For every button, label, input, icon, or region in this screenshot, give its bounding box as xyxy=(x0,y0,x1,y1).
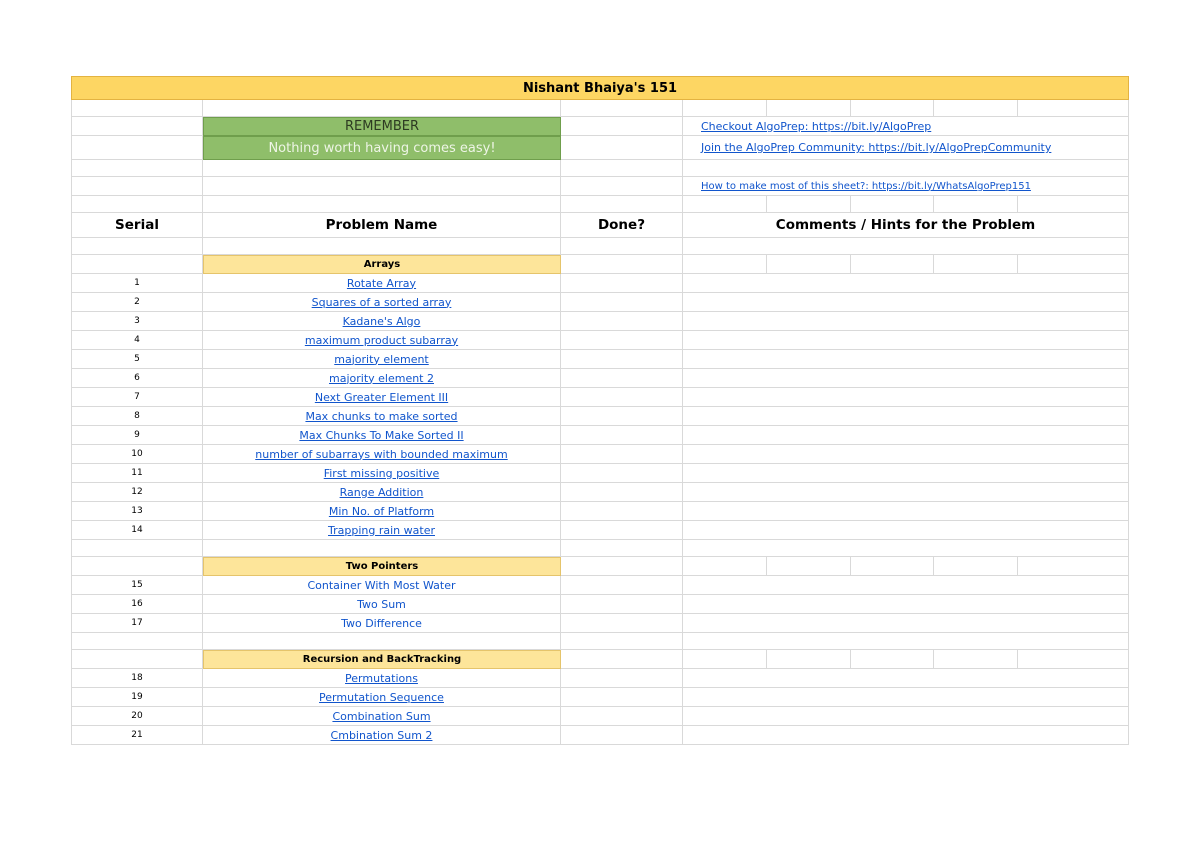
empty-row xyxy=(71,540,1129,557)
comments-cell[interactable] xyxy=(683,502,1129,521)
section-title: Arrays xyxy=(203,255,561,274)
problem-serial: 13 xyxy=(71,502,203,521)
problem-row xyxy=(71,707,1129,726)
problem-serial: 1 xyxy=(71,274,203,293)
problem-row xyxy=(71,521,1129,540)
empty-row xyxy=(71,100,1129,117)
problem-row xyxy=(71,576,1129,595)
comments-cell[interactable] xyxy=(683,312,1129,331)
problem-link[interactable]: Next Greater Element III xyxy=(314,390,449,404)
done-cell[interactable] xyxy=(561,312,683,331)
done-cell[interactable] xyxy=(561,521,683,540)
done-cell[interactable] xyxy=(561,369,683,388)
done-cell[interactable] xyxy=(561,502,683,521)
done-cell[interactable] xyxy=(561,614,683,633)
done-cell[interactable] xyxy=(561,483,683,502)
comments-cell[interactable] xyxy=(683,331,1129,350)
comments-cell[interactable] xyxy=(683,669,1129,688)
comments-cell[interactable] xyxy=(683,688,1129,707)
header-problem: Problem Name xyxy=(203,213,561,238)
section-header-row xyxy=(71,255,1129,274)
problem-row xyxy=(71,726,1129,745)
comments-cell[interactable] xyxy=(683,445,1129,464)
problem-link[interactable]: Two Difference xyxy=(341,616,422,630)
section-title: Recursion and BackTracking xyxy=(203,650,561,669)
comments-cell[interactable] xyxy=(683,293,1129,312)
problem-row xyxy=(71,502,1129,521)
problem-link[interactable]: Squares of a sorted array xyxy=(311,295,452,309)
empty-row xyxy=(71,633,1129,650)
problem-link[interactable]: Min No. of Platform xyxy=(328,504,435,518)
spreadsheet xyxy=(71,76,1129,745)
comments-cell[interactable] xyxy=(683,369,1129,388)
problem-link[interactable]: Max chunks to make sorted xyxy=(305,409,458,423)
problem-row xyxy=(71,407,1129,426)
problem-link[interactable]: Rotate Array xyxy=(346,276,417,290)
problem-serial: 18 xyxy=(71,669,203,688)
done-cell[interactable] xyxy=(561,445,683,464)
problem-link[interactable]: Container With Most Water xyxy=(307,578,456,592)
done-cell[interactable] xyxy=(561,669,683,688)
comments-cell[interactable] xyxy=(683,350,1129,369)
problem-row xyxy=(71,445,1129,464)
header-row xyxy=(71,213,1129,238)
problem-row xyxy=(71,350,1129,369)
done-cell[interactable] xyxy=(561,331,683,350)
remember-quote: Nothing worth having comes easy! xyxy=(203,136,561,160)
howto-link[interactable]: How to make most of this sheet?: https://bit.ly/WhatsAlgoPrep151 xyxy=(701,180,1031,192)
comments-cell[interactable] xyxy=(683,407,1129,426)
problem-serial: 10 xyxy=(71,445,203,464)
problem-serial: 19 xyxy=(71,688,203,707)
problem-row xyxy=(71,614,1129,633)
problem-link[interactable]: Permutations xyxy=(345,671,418,685)
comments-cell[interactable] xyxy=(683,426,1129,445)
problem-link[interactable]: number of subarrays with bounded maximum xyxy=(255,447,508,461)
remember-heading: REMEMBER xyxy=(203,117,561,136)
quote-row xyxy=(71,136,1129,160)
empty-row xyxy=(71,196,1129,213)
problem-row xyxy=(71,293,1129,312)
section-header-row xyxy=(71,650,1129,669)
comments-cell[interactable] xyxy=(683,614,1129,633)
problem-link[interactable]: Combination Sum xyxy=(332,709,431,723)
problem-link[interactable]: Kadane's Algo xyxy=(342,314,421,328)
header-done: Done? xyxy=(561,213,683,238)
problem-serial: 7 xyxy=(71,388,203,407)
section-title: Two Pointers xyxy=(203,557,561,576)
problem-link[interactable]: majority element 2 xyxy=(329,371,434,385)
done-cell[interactable] xyxy=(561,595,683,614)
done-cell[interactable] xyxy=(561,688,683,707)
problem-serial: 21 xyxy=(71,726,203,745)
done-cell[interactable] xyxy=(561,576,683,595)
comments-cell[interactable] xyxy=(683,726,1129,745)
comments-cell[interactable] xyxy=(683,464,1129,483)
remember-row xyxy=(71,117,1129,136)
empty-row xyxy=(71,238,1129,255)
problem-serial: 16 xyxy=(71,595,203,614)
problem-serial: 6 xyxy=(71,369,203,388)
done-cell[interactable] xyxy=(561,707,683,726)
problem-serial: 4 xyxy=(71,331,203,350)
comments-cell[interactable] xyxy=(683,274,1129,293)
problem-row xyxy=(71,595,1129,614)
howto-row xyxy=(71,177,1129,196)
problem-serial: 5 xyxy=(71,350,203,369)
problem-row xyxy=(71,274,1129,293)
done-cell[interactable] xyxy=(561,274,683,293)
problem-serial: 8 xyxy=(71,407,203,426)
done-cell[interactable] xyxy=(561,350,683,369)
section-header-row xyxy=(71,557,1129,576)
comments-cell[interactable] xyxy=(683,521,1129,540)
header-serial: Serial xyxy=(71,213,203,238)
problem-serial: 15 xyxy=(71,576,203,595)
done-cell[interactable] xyxy=(561,464,683,483)
problem-serial: 3 xyxy=(71,312,203,331)
problem-row xyxy=(71,369,1129,388)
problem-row xyxy=(71,483,1129,502)
empty-row xyxy=(71,160,1129,177)
problem-row xyxy=(71,688,1129,707)
comments-cell[interactable] xyxy=(683,483,1129,502)
problem-link[interactable]: maximum product subarray xyxy=(304,333,459,347)
problem-row xyxy=(71,669,1129,688)
done-cell[interactable] xyxy=(561,726,683,745)
problem-serial: 17 xyxy=(71,614,203,633)
comments-cell[interactable] xyxy=(683,595,1129,614)
done-cell[interactable] xyxy=(561,426,683,445)
problem-row xyxy=(71,464,1129,483)
problem-link[interactable]: Cmbination Sum 2 xyxy=(330,728,433,742)
problem-serial: 14 xyxy=(71,521,203,540)
problem-serial: 9 xyxy=(71,426,203,445)
problem-row xyxy=(71,312,1129,331)
community-link[interactable]: Join the AlgoPrep Community: https://bit.ly/AlgoPrepCommunity xyxy=(701,141,1052,154)
problem-link[interactable]: Two Sum xyxy=(357,597,406,611)
problem-link[interactable]: majority element xyxy=(334,352,429,366)
problem-row xyxy=(71,388,1129,407)
problem-row xyxy=(71,331,1129,350)
done-cell[interactable] xyxy=(561,293,683,312)
done-cell[interactable] xyxy=(561,407,683,426)
algoprep-link[interactable]: Checkout AlgoPrep: https://bit.ly/AlgoPrep xyxy=(701,119,932,133)
problem-link[interactable]: First missing positive xyxy=(323,466,440,480)
problem-link[interactable]: Max Chunks To Make Sorted II xyxy=(299,428,464,442)
problem-serial: 11 xyxy=(71,464,203,483)
header-comments: Comments / Hints for the Problem xyxy=(683,213,1129,238)
comments-cell[interactable] xyxy=(683,576,1129,595)
sheet-title: Nishant Bhaiya's 151 xyxy=(71,76,1129,100)
problem-link[interactable]: Permutation Sequence xyxy=(319,690,444,704)
problem-serial: 2 xyxy=(71,293,203,312)
problem-link[interactable]: Range Addition xyxy=(339,485,424,499)
problem-serial: 12 xyxy=(71,483,203,502)
comments-cell[interactable] xyxy=(683,707,1129,726)
problem-serial: 20 xyxy=(71,707,203,726)
comments-cell[interactable] xyxy=(683,388,1129,407)
problem-row xyxy=(71,426,1129,445)
done-cell[interactable] xyxy=(561,388,683,407)
problem-link[interactable]: Trapping rain water xyxy=(328,523,435,537)
